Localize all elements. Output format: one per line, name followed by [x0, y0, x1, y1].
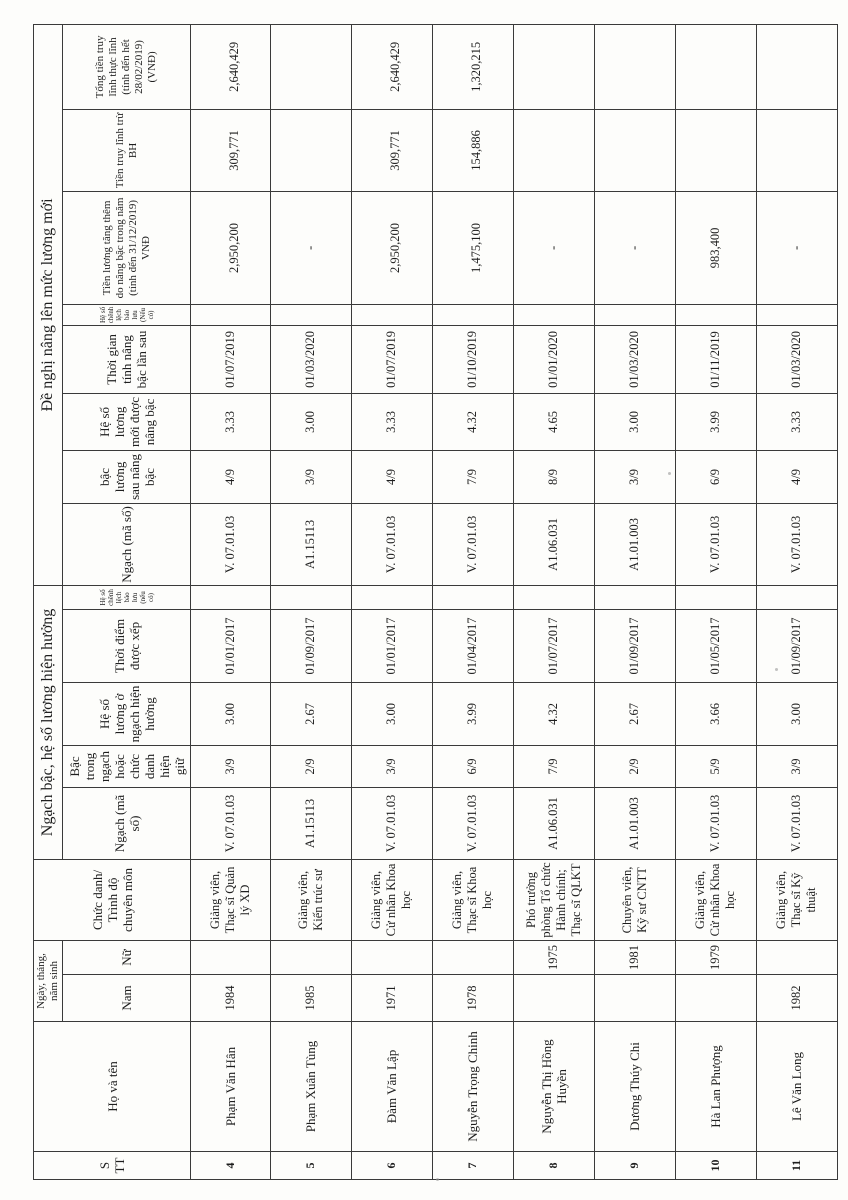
header-title: Chức danh/ Trình độ chuyên môn — [34, 859, 191, 940]
cell-cur-coef: 3.66 — [675, 682, 756, 745]
cell-female — [756, 940, 837, 974]
cell-title: Chuyên viên, Kỹ sư CNTT — [594, 859, 675, 940]
cell-title: Giảng viên, Thạc sĩ Quản lý XD — [191, 859, 271, 940]
cell-female — [351, 940, 432, 974]
cell-title: Giảng viên, Cử nhân Khoa học — [351, 859, 432, 940]
cell-female — [270, 940, 351, 974]
header-current-group: Ngạch bậc, hệ số lương hiện hưởng — [34, 585, 63, 859]
cell-new-step: 3/9 — [594, 450, 675, 503]
table-row — [270, 24, 351, 1179]
cell-new-reserve — [756, 304, 837, 325]
cell-new-reserve — [675, 304, 756, 325]
cell-title: Giảng viên, Kiến trúc sư — [270, 859, 351, 940]
cell-increase: 2,950,200 — [191, 191, 271, 304]
cell-new-step: 7/9 — [432, 450, 513, 503]
cell-cur-coef: 3.00 — [191, 682, 271, 745]
header-cur-coef: Hệ số lương ở ngạch hiện hưởng — [63, 682, 191, 745]
cell-increase: 1,475,100 — [432, 191, 513, 304]
cell-insurance: 309,771 — [191, 109, 271, 191]
cell-new-reserve — [594, 304, 675, 325]
cell-total — [756, 24, 837, 109]
cell-name: Đàm Văn Lập — [351, 1022, 432, 1152]
cell-cur-step: 3/9 — [351, 745, 432, 787]
cell-increase: - — [756, 191, 837, 304]
header-new-code: Ngạch (mã số) — [63, 503, 191, 585]
cell-new-reserve — [191, 304, 271, 325]
cell-cur-reserve — [756, 585, 837, 609]
cell-new-reserve — [513, 304, 594, 325]
cell-cur-reserve — [594, 585, 675, 609]
cell-cur-step: 5/9 — [675, 745, 756, 787]
cell-male — [675, 975, 756, 1022]
cell-title: Giảng viên, Cử nhân Khoa học — [675, 859, 756, 940]
cell-cur-date: 01/01/2017 — [191, 609, 271, 682]
header-birth: Ngày, tháng, năm sinh — [34, 940, 63, 1021]
cell-name: Lê Văn Long — [756, 1022, 837, 1152]
cell-next-date: 01/03/2020 — [270, 325, 351, 393]
cell-title: Giảng viên, Thạc sĩ Kỹ thuật — [756, 859, 837, 940]
cell-insurance — [594, 109, 675, 191]
cell-male: 1971 — [351, 975, 432, 1022]
header-stt: S TT — [34, 1152, 191, 1180]
cell-new-coef: 3.33 — [756, 393, 837, 450]
cell-cur-reserve — [675, 585, 756, 609]
cell-cur-reserve — [513, 585, 594, 609]
cell-title: Giảng viên, Thạc sĩ Khoa học — [432, 859, 513, 940]
cell-new-reserve — [432, 304, 513, 325]
cell-male: 1984 — [191, 975, 271, 1022]
cell-total — [270, 24, 351, 109]
cell-cur-code: V. 07.01.03 — [351, 787, 432, 859]
cell-cur-date: 01/09/2017 — [756, 609, 837, 682]
cell-cur-reserve — [351, 585, 432, 609]
header-male: Nam — [63, 975, 191, 1022]
table-row — [351, 24, 432, 1179]
cell-title: Phó trưởng phòng Tổ chức Hành chính; Thạc sĩ QLKT — [513, 859, 594, 940]
cell-insurance — [675, 109, 756, 191]
table-row — [756, 24, 837, 1179]
cell-next-date: 01/07/2019 — [351, 325, 432, 393]
cell-name: Phạm Văn Hân — [191, 1022, 271, 1152]
header-name: Họ và tên — [34, 1022, 191, 1152]
cell-new-step: 4/9 — [351, 450, 432, 503]
header-insurance: Tiền truy lĩnh trừ BH — [63, 109, 191, 191]
cell-cur-step: 7/9 — [513, 745, 594, 787]
cell-new-step: 6/9 — [675, 450, 756, 503]
cell-cur-reserve — [270, 585, 351, 609]
table-row — [594, 24, 675, 1179]
cell-next-date: 01/10/2019 — [432, 325, 513, 393]
cell-new-coef: 3.33 — [191, 393, 271, 450]
cell-total — [675, 24, 756, 109]
cell-stt: 7 — [432, 1152, 513, 1180]
cell-stt: 11 — [756, 1152, 837, 1180]
cell-next-date: 01/03/2020 — [756, 325, 837, 393]
cell-increase: - — [270, 191, 351, 304]
cell-insurance: 309,771 — [351, 109, 432, 191]
cell-cur-code: V. 07.01.03 — [756, 787, 837, 859]
cell-next-date: 01/07/2019 — [191, 325, 271, 393]
header-cur-code: Ngạch (mã số) — [63, 787, 191, 859]
cell-new-coef: 3.99 — [675, 393, 756, 450]
cell-new-coef: 3.00 — [594, 393, 675, 450]
cell-new-coef: 3.00 — [270, 393, 351, 450]
cell-new-coef: 4.32 — [432, 393, 513, 450]
cell-next-date: 01/01/2020 — [513, 325, 594, 393]
cell-stt: 9 — [594, 1152, 675, 1180]
header-cur-reserve: Hệ số chênh lệch bảo lưu (nếu có) — [63, 585, 191, 609]
cell-cur-step: 3/9 — [191, 745, 271, 787]
cell-stt: 6 — [351, 1152, 432, 1180]
cell-name: Nguyễn Thị Hồng Huyền — [513, 1022, 594, 1152]
cell-increase: 983,400 — [675, 191, 756, 304]
cell-cur-code: V. 07.01.03 — [432, 787, 513, 859]
cell-male: 1978 — [432, 975, 513, 1022]
cell-cur-step: 6/9 — [432, 745, 513, 787]
cell-male: 1985 — [270, 975, 351, 1022]
cell-cur-code: A1.15113 — [270, 787, 351, 859]
cell-new-code: V. 07.01.03 — [432, 503, 513, 585]
cell-stt: 10 — [675, 1152, 756, 1180]
cell-cur-code: A1.01.003 — [594, 787, 675, 859]
header-increase: Tiền lương tăng thêm do nâng bậc trong năm (tính đến 31/12/2019) VNĐ — [63, 191, 191, 304]
cell-total — [513, 24, 594, 109]
cell-cur-coef: 3.99 — [432, 682, 513, 745]
cell-insurance — [756, 109, 837, 191]
cell-male — [513, 975, 594, 1022]
cell-name: Nguyễn Trọng Chinh — [432, 1022, 513, 1152]
cell-new-reserve — [351, 304, 432, 325]
cell-female: 1981 — [594, 940, 675, 974]
cell-new-code: V. 07.01.03 — [351, 503, 432, 585]
cell-stt: 4 — [191, 1152, 271, 1180]
header-new-step: bậc lương sau nâng bậc — [63, 450, 191, 503]
scan-speck — [775, 668, 778, 671]
cell-cur-date: 01/05/2017 — [675, 609, 756, 682]
table-row — [191, 24, 271, 1179]
header-cur-date: Thời điểm được xếp — [63, 609, 191, 682]
cell-name: Hà Lan Phượng — [675, 1022, 756, 1152]
cell-female: 1979 — [675, 940, 756, 974]
cell-new-step: 4/9 — [756, 450, 837, 503]
table-header — [34, 24, 191, 1179]
cell-increase: 2,950,200 — [351, 191, 432, 304]
table-body — [191, 24, 838, 1179]
cell-cur-date: 01/09/2017 — [594, 609, 675, 682]
cell-new-step: 4/9 — [191, 450, 271, 503]
header-proposed-group: Đề nghị nâng lên mức lương mới — [34, 24, 63, 585]
cell-cur-step: 2/9 — [270, 745, 351, 787]
cell-next-date: 01/11/2019 — [675, 325, 756, 393]
cell-increase: - — [513, 191, 594, 304]
cell-insurance — [270, 109, 351, 191]
cell-total — [594, 24, 675, 109]
cell-cur-coef: 2.67 — [270, 682, 351, 745]
cell-new-code: V. 07.01.03 — [191, 503, 271, 585]
cell-stt: 5 — [270, 1152, 351, 1180]
cell-new-step: 3/9 — [270, 450, 351, 503]
header-next-date: Thời gian tính nâng bậc lần sau — [63, 325, 191, 393]
cell-cur-code: V. 07.01.03 — [675, 787, 756, 859]
cell-cur-reserve — [432, 585, 513, 609]
cell-cur-code: V. 07.01.03 — [191, 787, 271, 859]
cell-cur-coef: 4.32 — [513, 682, 594, 745]
cell-cur-date: 01/04/2017 — [432, 609, 513, 682]
cell-male — [594, 975, 675, 1022]
salary-raise-table — [33, 24, 838, 1180]
cell-new-coef: 4.65 — [513, 393, 594, 450]
header-cur-step: Bậc trong ngạch hoặc chức danh hiện giữ — [63, 745, 191, 787]
cell-cur-coef: 3.00 — [351, 682, 432, 745]
cell-new-step: 8/9 — [513, 450, 594, 503]
cell-name: Phạm Xuân Tùng — [270, 1022, 351, 1152]
cell-new-coef: 3.33 — [351, 393, 432, 450]
cell-cur-code: A1.06.031 — [513, 787, 594, 859]
cell-new-code: A1.15113 — [270, 503, 351, 585]
cell-cur-step: 3/9 — [756, 745, 837, 787]
header-female: Nữ — [63, 940, 191, 974]
cell-cur-coef: 3.00 — [756, 682, 837, 745]
cell-cur-reserve — [191, 585, 271, 609]
scan-speck — [668, 472, 671, 475]
scan-speck — [436, 1178, 439, 1181]
cell-insurance — [513, 109, 594, 191]
cell-total: 2,640,429 — [351, 24, 432, 109]
cell-cur-date: 01/09/2017 — [270, 609, 351, 682]
cell-cur-step: 2/9 — [594, 745, 675, 787]
cell-total: 1,320,215 — [432, 24, 513, 109]
cell-name: Dương Thúy Chi — [594, 1022, 675, 1152]
cell-male: 1982 — [756, 975, 837, 1022]
cell-increase: - — [594, 191, 675, 304]
table-row — [513, 24, 594, 1179]
cell-cur-coef: 2.67 — [594, 682, 675, 745]
cell-total: 2,640,429 — [191, 24, 271, 109]
cell-new-code: A1.06.031 — [513, 503, 594, 585]
cell-new-code: V. 07.01.03 — [675, 503, 756, 585]
cell-female: 1975 — [513, 940, 594, 974]
cell-insurance: 154,886 — [432, 109, 513, 191]
cell-new-reserve — [270, 304, 351, 325]
cell-new-code: V. 07.01.03 — [756, 503, 837, 585]
header-total: Tổng tiền truy lĩnh thực lĩnh (tính đến hết 28/02/2019) (VNĐ) — [63, 24, 191, 109]
table-row — [432, 24, 513, 1179]
cell-female — [432, 940, 513, 974]
cell-female — [191, 940, 271, 974]
cell-next-date: 01/03/2020 — [594, 325, 675, 393]
cell-stt: 8 — [513, 1152, 594, 1180]
header-new-reserve: Hệ số chênh lệch bảo lưu (Nếu có) — [63, 304, 191, 325]
header-new-coef: Hệ số lương mới được nâng bậc — [63, 393, 191, 450]
table-row — [675, 24, 756, 1179]
cell-cur-date: 01/07/2017 — [513, 609, 594, 682]
cell-cur-date: 01/01/2017 — [351, 609, 432, 682]
cell-new-code: A1.01.003 — [594, 503, 675, 585]
